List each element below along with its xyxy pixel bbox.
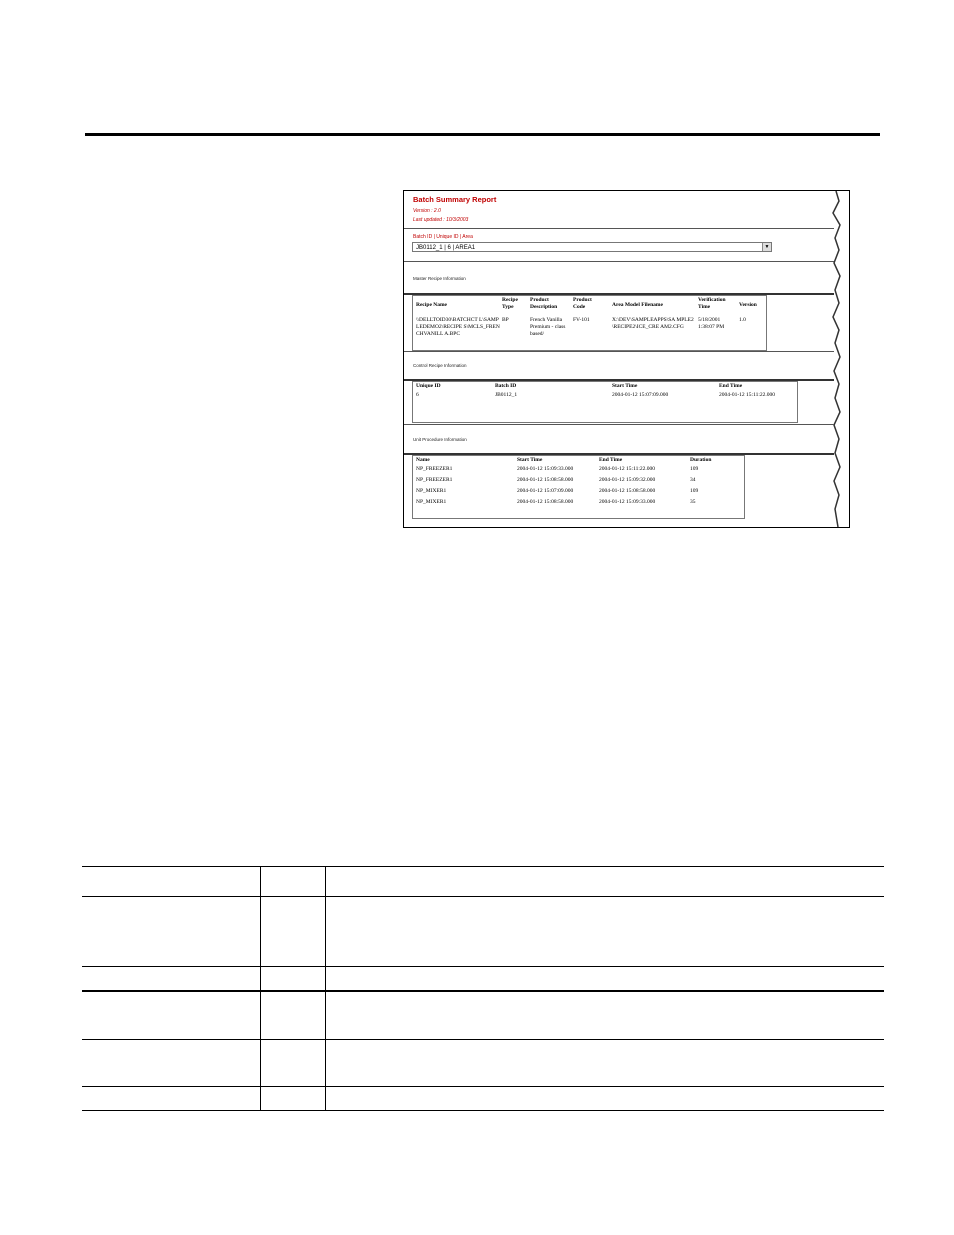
table-cell: 35 <box>690 499 696 505</box>
table-cell: 2004-01-12 15:08:58.000 <box>517 477 574 483</box>
unit-section-label: Unit Procedure Information <box>413 437 467 442</box>
selector-value: JB0112_1 | 6 | AREA1 <box>416 245 476 251</box>
control-section-label: Control Recipe Information <box>413 363 467 368</box>
table-rule <box>82 1039 884 1040</box>
header-cell: Version <box>739 302 757 308</box>
table-cell: 2004-01-12 15:07:09.000 <box>517 488 574 494</box>
chevron-down-icon[interactable]: ▼ <box>762 243 771 251</box>
table-cell: \\DELLTOID30\BATCHCT L\SAMPLEDEMO2\RECIPE S\MCLS_FRENCHVANILL A.BPC <box>416 317 500 337</box>
header-cell: Batch ID <box>495 383 517 389</box>
table-cell: X:\DEV\SAMPLEAPPS\SA MPLE2\RECIPE2\ICE_CRE AM2.CFG <box>612 317 694 330</box>
header-cell: Area Model Filename <box>612 302 663 308</box>
unit-procedure-panel <box>412 455 745 519</box>
column-divider <box>325 866 326 1111</box>
table-cell: 2004-01-12 15:11:22.000 <box>599 466 656 472</box>
table-cell: NP_MIXER1 <box>416 499 447 505</box>
header-rule <box>85 133 880 136</box>
divider <box>404 351 834 352</box>
batch-selector-dropdown[interactable] <box>412 242 772 252</box>
table-cell: NP_FREEZER1 <box>416 466 453 472</box>
header-cell: Unique ID <box>416 383 441 389</box>
table-cell: BP <box>502 317 509 323</box>
header-cell: Recipe Name <box>416 302 448 308</box>
header-cell: Recipe Type <box>502 297 518 310</box>
table-cell: JB0112_1 <box>495 392 518 398</box>
divider <box>404 261 834 262</box>
master-section-label: Master Recipe Information <box>413 276 466 281</box>
table-cell: French Vanilla Premium - class based/ <box>530 317 566 337</box>
header-cell: Name <box>416 457 430 463</box>
report-last-updated: Last updated : 10/3/2003 <box>413 217 469 223</box>
table-cell: FV-101 <box>573 317 590 323</box>
table-cell: 2004-01-12 15:11:22.000 <box>719 392 776 398</box>
header-cell: Product Code <box>573 297 592 310</box>
table-cell: 2004-01-12 15:09:33.000 <box>599 499 656 505</box>
table-rule <box>82 990 884 992</box>
table-cell: NP_FREEZER1 <box>416 477 453 483</box>
column-divider <box>260 866 261 1111</box>
table-rule <box>82 896 884 897</box>
table-cell: 2004-01-12 15:08:58.000 <box>517 499 574 505</box>
header-cell: Start Time <box>612 383 638 389</box>
table-rule <box>82 966 884 967</box>
empty-table <box>82 866 884 1112</box>
table-cell: 2004-01-12 15:09:32.000 <box>599 477 656 483</box>
report-version: Version : 2.0 <box>413 208 441 214</box>
header-cell: End Time <box>719 383 743 389</box>
report-title: Batch Summary Report <box>413 195 497 204</box>
header-cell: Start Time <box>517 457 543 463</box>
header-cell: Product Description <box>530 297 558 310</box>
header-cell: Verification Time <box>698 297 726 310</box>
table-cell: 6 <box>416 392 419 398</box>
selector-label: Batch ID | Unique ID | Area <box>413 234 473 240</box>
torn-edge <box>827 191 849 527</box>
table-cell: 34 <box>690 477 696 483</box>
table-cell: 2004-01-12 15:08:58.000 <box>599 488 656 494</box>
table-cell: 2004-01-12 15:07:09.000 <box>612 392 669 398</box>
divider <box>404 228 834 229</box>
header-cell: Duration <box>690 457 712 463</box>
table-cell: 5/18/2001 1:38:07 PM <box>698 317 725 330</box>
table-cell: 1.0 <box>739 317 746 323</box>
table-rule <box>82 1110 884 1111</box>
master-recipe-panel <box>412 295 767 351</box>
table-cell: 109 <box>690 488 699 494</box>
table-cell: 2004-01-12 15:09:33.000 <box>517 466 574 472</box>
table-rule <box>82 1086 884 1087</box>
report-screenshot <box>403 190 850 528</box>
control-recipe-panel <box>412 381 798 423</box>
table-cell: 109 <box>690 466 699 472</box>
divider <box>404 424 834 425</box>
header-cell: End Time <box>599 457 623 463</box>
table-cell: NP_MIXER1 <box>416 488 447 494</box>
table-rule <box>82 866 884 867</box>
